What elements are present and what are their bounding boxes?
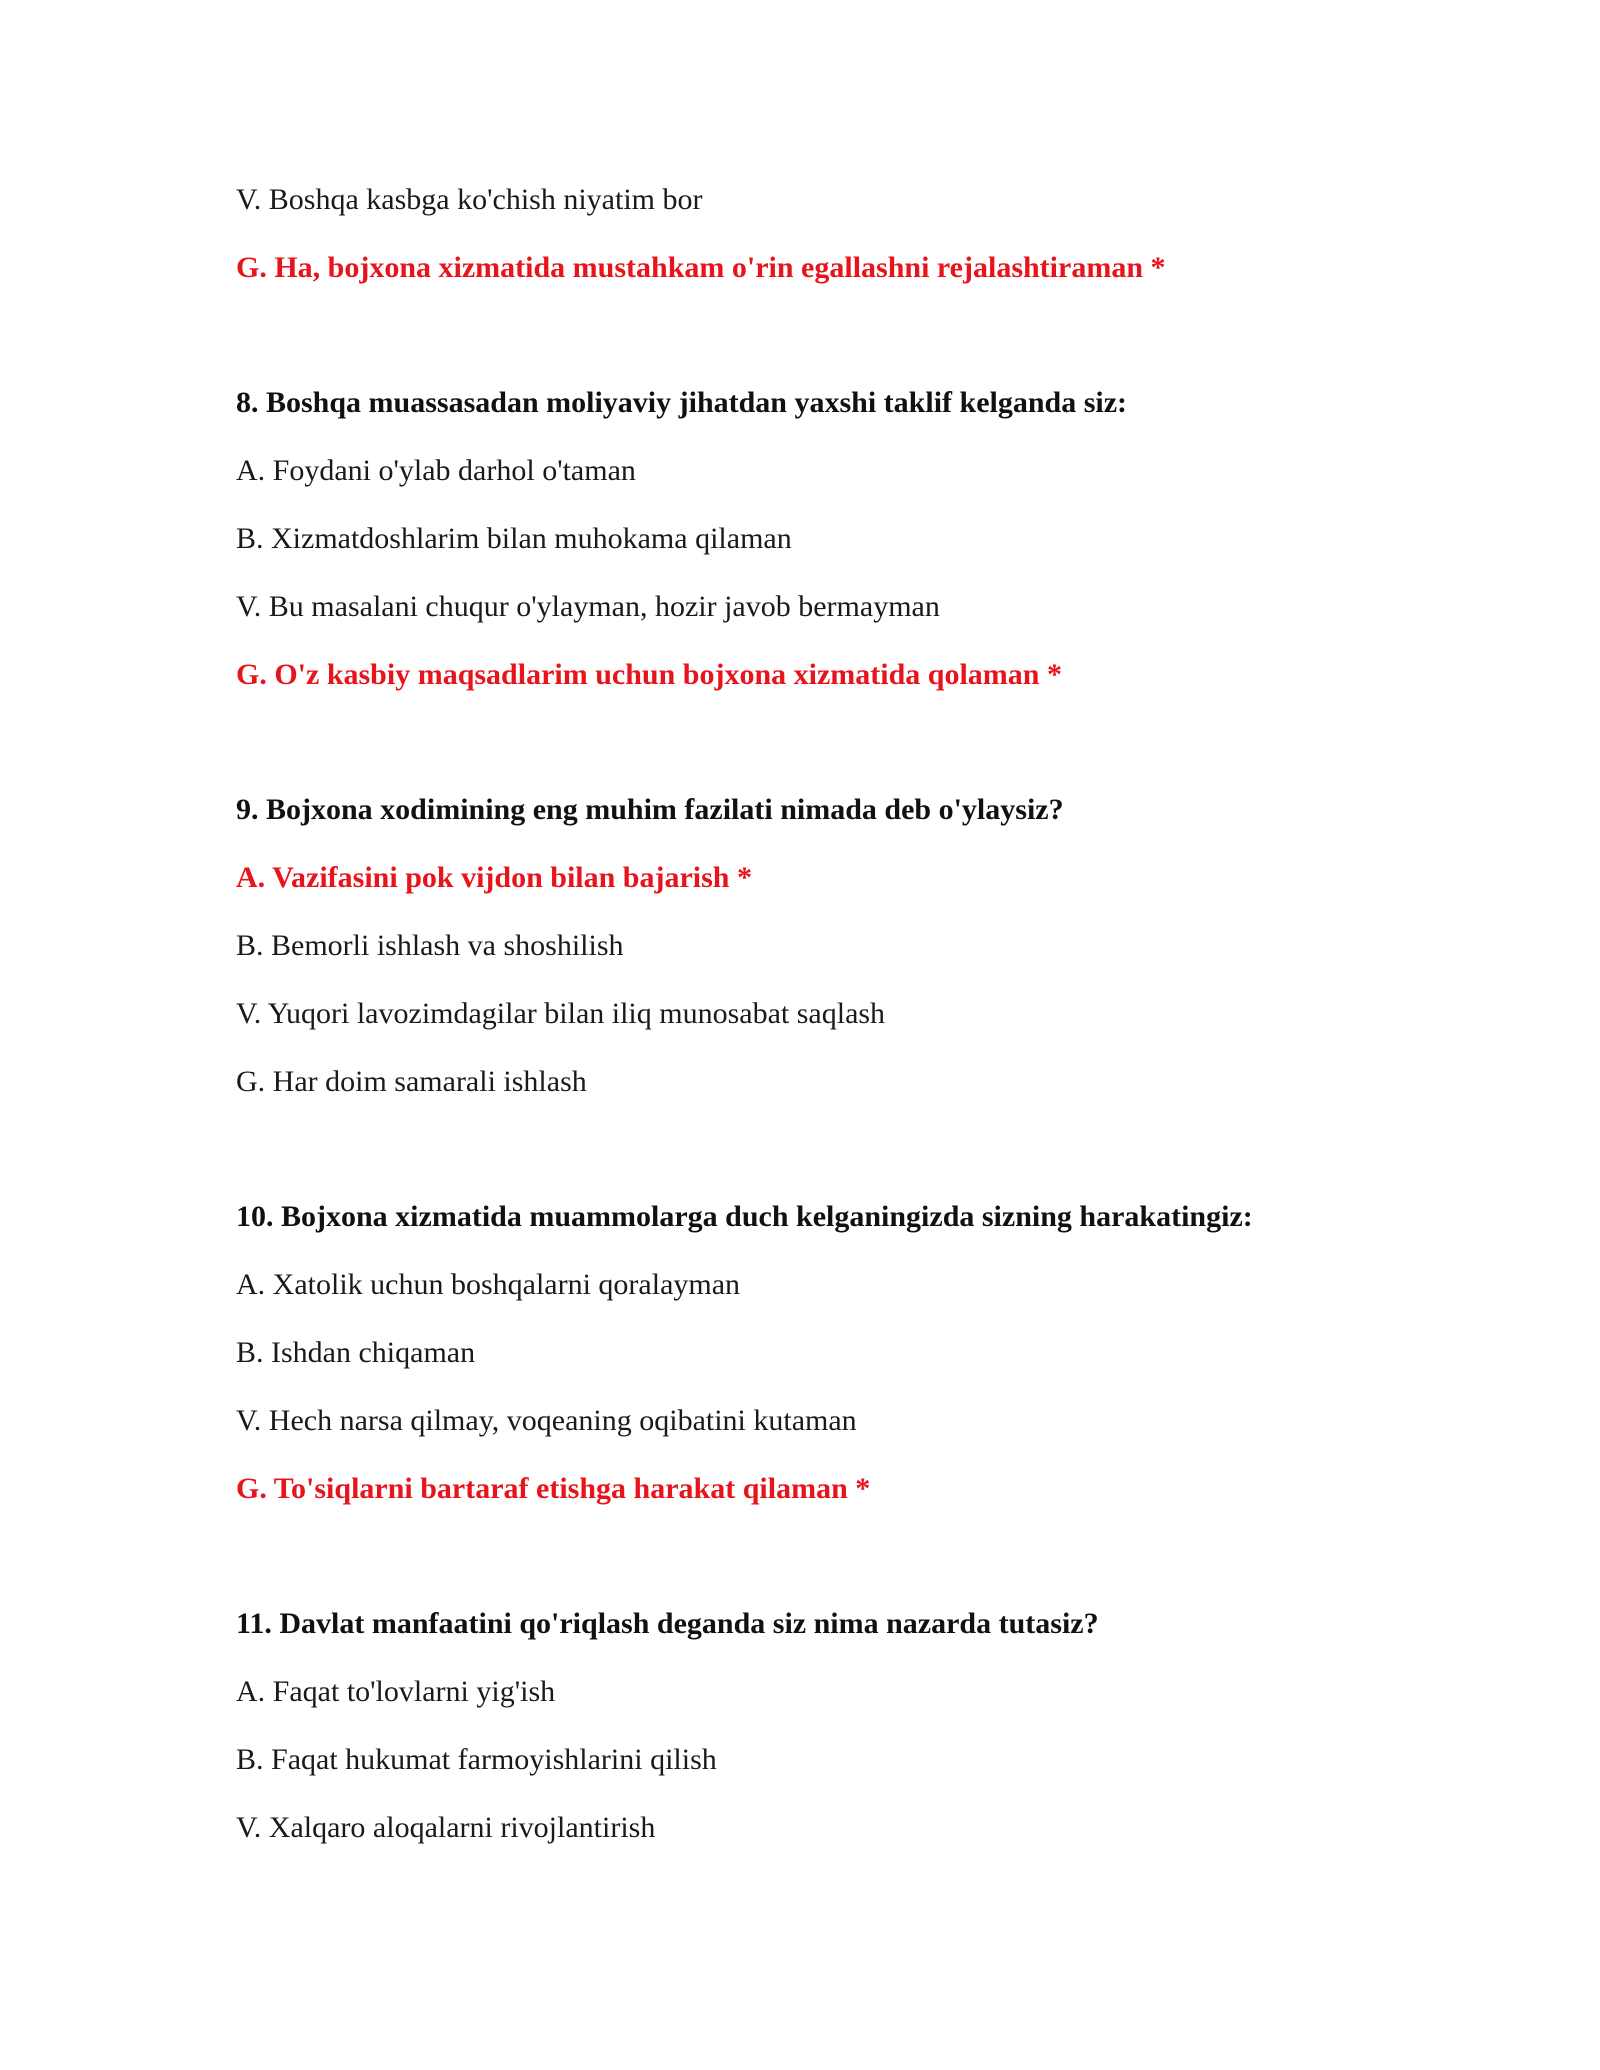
spacer: [236, 318, 1536, 385]
answer-option-correct: G. O'z kasbiy maqsadlarim uchun bojxona xizmatida qolaman *: [236, 658, 1062, 691]
question-block-9: [236, 792, 1536, 1100]
answer-option-correct: A. Vazifasini pok vijdon bilan bajarish *: [236, 861, 752, 894]
question-block-11: [236, 1606, 1536, 1846]
answer-option: V. Bu masalani chuqur o'ylayman, hozir javob bermayman: [236, 590, 940, 623]
spacer: [236, 1539, 1536, 1606]
answer-option: B. Faqat hukumat farmoyishlarini qilish: [236, 1743, 717, 1776]
spacer: [236, 725, 1536, 792]
question-text: 10. Bojxona xizmatida muammolarga duch kelganingizda sizning harakatingiz:: [236, 1200, 1253, 1233]
answer-option: B. Ishdan chiqaman: [236, 1336, 476, 1369]
spacer: [236, 1132, 1536, 1199]
question-text: 9. Bojxona xodimining eng muhim fazilati nimada deb o'ylaysiz?: [236, 793, 1064, 826]
answer-option: A. Xatolik uchun boshqalarni qoralayman: [236, 1268, 741, 1301]
answer-option: B. Xizmatdoshlarim bilan muhokama qilaman: [236, 522, 792, 555]
answer-option-correct: G. To'siqlarni bartaraf etishga harakat qilaman *: [236, 1472, 871, 1505]
answer-option-correct: G. Ha, bojxona xizmatida mustahkam o'rin egallashni rejalashtiraman *: [236, 251, 1166, 284]
answer-option: V. Xalqaro aloqalarni rivojlantirish: [236, 1811, 656, 1844]
question-text: 8. Boshqa muassasadan moliyaviy jihatdan yaxshi taklif kelganda siz:: [236, 386, 1128, 419]
document-page: [236, 182, 1536, 1878]
question-block-7: [236, 182, 1536, 286]
question-block-8: [236, 385, 1536, 693]
answer-option: A. Faqat to'lovlarni yig'ish: [236, 1675, 556, 1708]
answer-option: V. Yuqori lavozimdagilar bilan iliq munosabat saqlash: [236, 997, 886, 1030]
answer-option: A. Foydani o'ylab darhol o'taman: [236, 454, 636, 487]
question-text: 11. Davlat manfaatini qo'riqlash deganda siz nima nazarda tutasiz?: [236, 1607, 1099, 1640]
answer-option: G. Har doim samarali ishlash: [236, 1065, 587, 1098]
question-block-10: [236, 1199, 1536, 1507]
answer-option: B. Bemorli ishlash va shoshilish: [236, 929, 624, 962]
answer-option: V. Boshqa kasbga ko'chish niyatim bor: [236, 183, 703, 216]
answer-option: V. Hech narsa qilmay, voqeaning oqibatini kutaman: [236, 1404, 857, 1437]
